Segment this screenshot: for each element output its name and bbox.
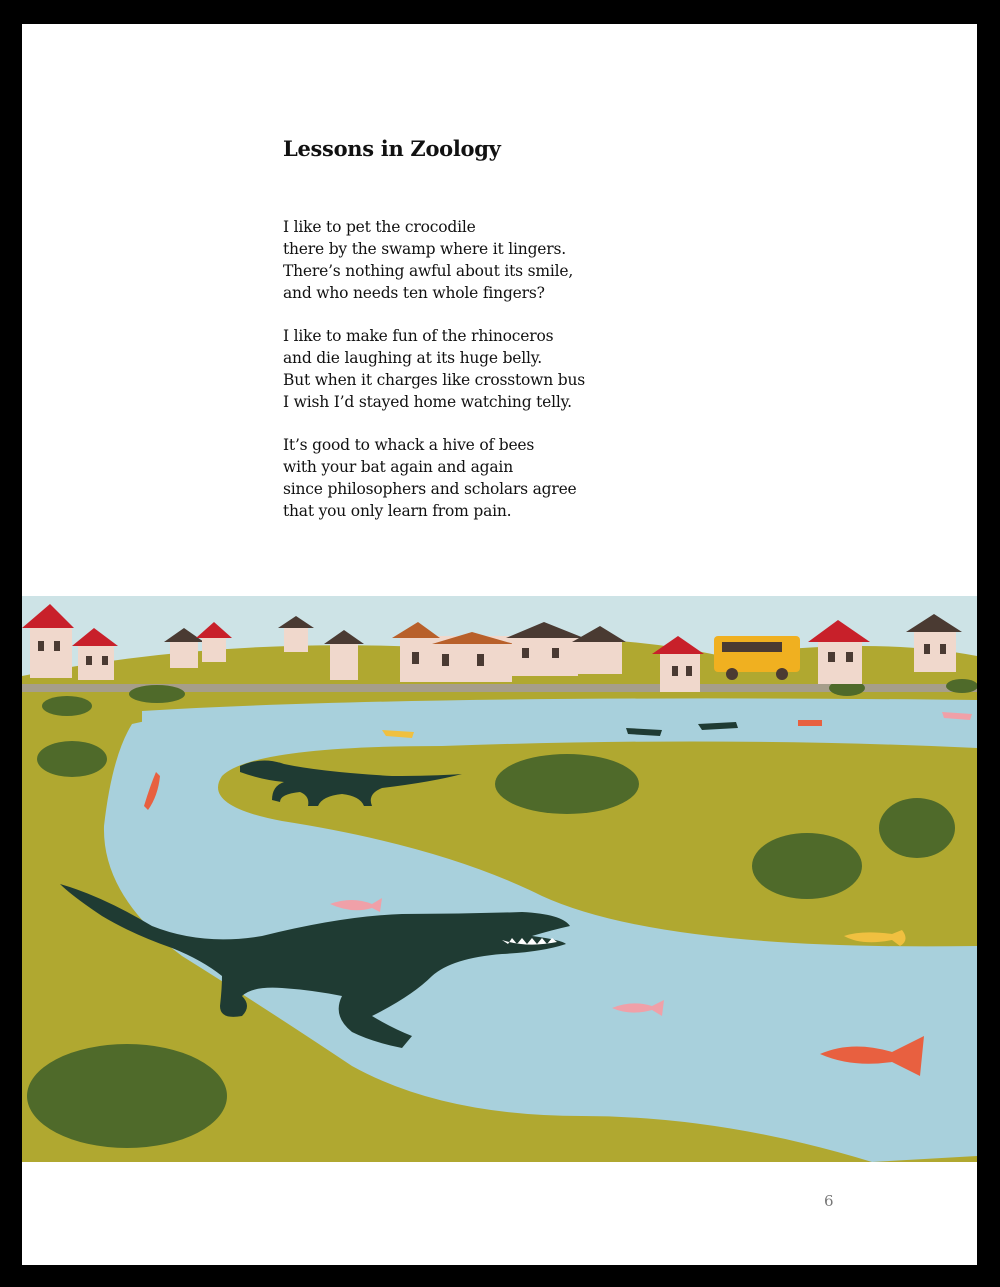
bush (946, 679, 977, 693)
river-painting-illustration (22, 596, 977, 1162)
bush (27, 1044, 227, 1148)
bush (879, 798, 955, 858)
bush (752, 833, 862, 899)
poem-line: There’s nothing awful about its smile, (283, 262, 574, 280)
bush (129, 685, 185, 703)
poem-line: I wish I’d stayed home watching telly. (283, 393, 572, 411)
poem-line: It’s good to whack a hive of bees (283, 436, 535, 454)
poem-line: and die laughing at its huge belly. (283, 349, 543, 367)
page-number: 6 (824, 1192, 834, 1210)
fish (798, 720, 822, 726)
poem-title: Lessons in Zoology (283, 136, 501, 161)
bush (495, 754, 639, 814)
stanza-2 (283, 325, 703, 413)
poem-line: and who needs ten whole fingers? (283, 284, 545, 302)
poem-line: But when it charges like crosstown bus (283, 371, 585, 389)
poem-line: that you only learn from pain. (283, 502, 512, 520)
poem-line: since philosophers and scholars agree (283, 480, 577, 498)
page (22, 24, 977, 1265)
bush (37, 741, 107, 777)
stanza-3 (283, 434, 703, 522)
poem-line: I like to pet the crocodile (283, 218, 476, 236)
bush (42, 696, 92, 716)
poem-line: with your bat again and again (283, 458, 513, 476)
stanza-1 (283, 216, 703, 304)
poem (283, 134, 703, 543)
poem-line: there by the swamp where it lingers. (283, 240, 566, 258)
poem-line: I like to make fun of the rhinoceros (283, 327, 554, 345)
